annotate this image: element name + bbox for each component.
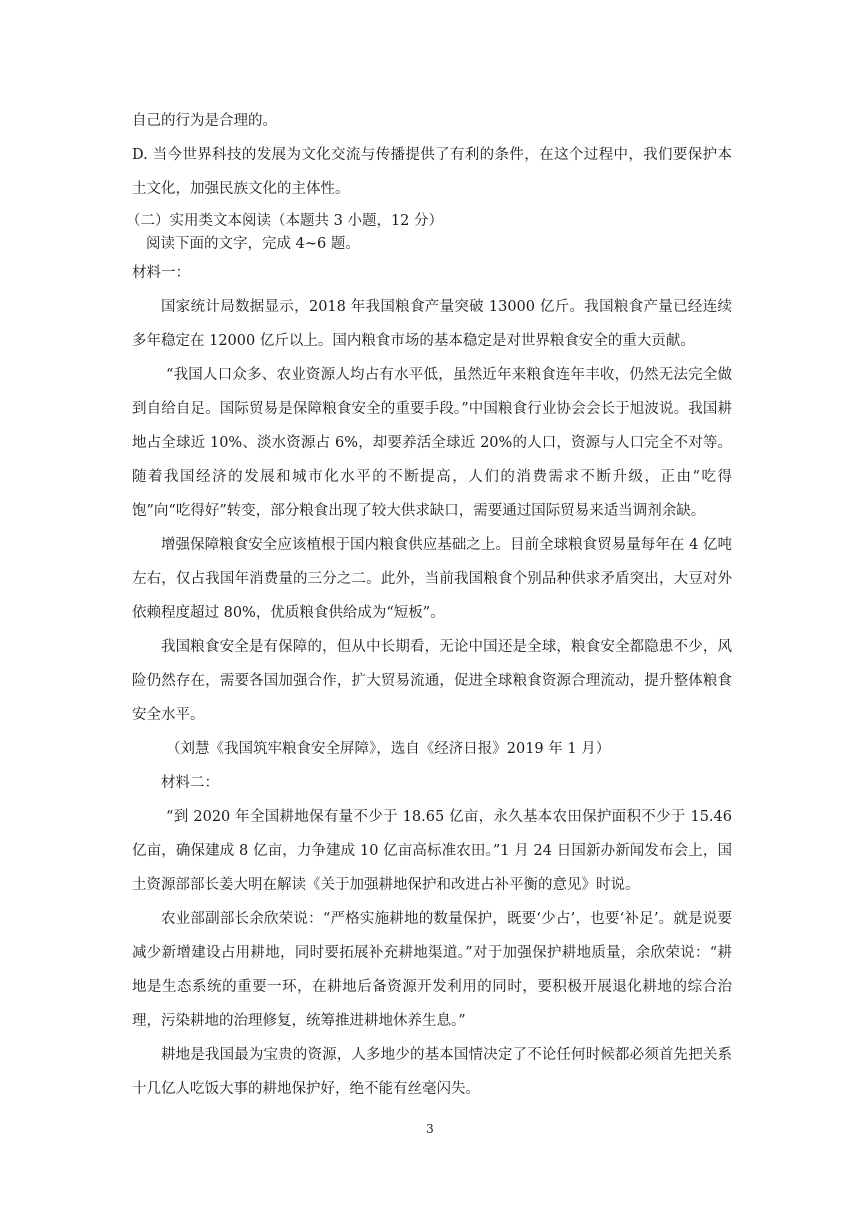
section-heading: （二）实用类文本阅读（本题共 3 小题，12 分）: [126, 213, 444, 229]
page-number: 3: [426, 1122, 434, 1136]
option-d-paragraph: D. 当今世界科技的发展为文化交流与传播提供了有利的条件，在这个过程中，我们要保护本土文化，加强民族文化的主体性。: [132, 147, 732, 197]
material-one-paragraph-4: 我国粮食安全是有保障的，但从中长期看，无论中国还是全球，粮食安全都隐患不少，风险仍然存在，需要各国加强合作，扩大贸易流通，促进全球粮食资源合理流动，提升整体粮食安全水平。: [132, 639, 732, 723]
paragraph-continuation: 自己的行为是合理的。: [132, 113, 277, 129]
material-two-paragraph-3: 耕地是我国最为宝贵的资源，人多地少的基本国情决定了不论任何时候都必须首先把关系十几亿人吃饭大事的耕地保护好，绝不能有丝毫闪失。: [132, 1047, 732, 1097]
material-one-paragraph-3: 增强保障粮食安全应该植根于国内粮食供应基础之上。目前全球粮食贸易量每年在 4 亿吨左右，仅占我国年消费量的三分之二。此外，当前我国粮食个别品种供求矛盾突出，大豆对外依赖程度超过 80%，优质粮食供给成为“短板”。: [132, 537, 732, 621]
material-one-label: 材料一：: [132, 265, 190, 281]
material-one-source: （刘慧《我国筑牢粮食安全屏障》，选自《经济日报》2019 年 1 月）: [166, 741, 611, 757]
material-two-paragraph-2: 农业部副部长余欣荣说：“严格实施耕地的数量保护，既要‘少占’，也要‘补足’。就是说要减少新增建设占用耕地，同时要拓展补充耕地渠道。”对于加强保护耕地质量，余欣荣说：“耕地是生态系统的重要一环，在耕地后备资源开发利用的同时，要积极开展退化耕地的综合治理，污染耕地的治理修复，统筹推进耕地休养生息。”: [132, 911, 732, 1029]
material-one-paragraph-2: “我国人口众多、农业资源人均占有水平低，虽然近年来粮食连年丰收，仍然无法完全做到自给自足。国际贸易是保障粮食安全的重要手段。”中国粮食行业协会会长于旭波说。我国耕地占全球近 10%、淡水资源占 6%，却要养活全球近 20%的人口，资源与人口完全不对等。随着我国经济的发展和城市化水平的不断提高，人们的消费需求不断升级，正由“吃得饱”向“吃得好”转变，部分粮食出现了较大供求缺口，需要通过国际贸易来适当调剂余缺。: [132, 367, 732, 519]
section-instruction: 阅读下面的文字，完成 4~6 题。: [146, 236, 360, 252]
material-two-label: 材料二：: [161, 775, 219, 791]
material-two-paragraph-1: “到 2020 年全国耕地保有量不少于 18.65 亿亩，永久基本农田保护面积不少于 15.46 亿亩，确保建成 8 亿亩，力争建成 10 亿亩高标准农田。”1 月 24 日国新办新闻发布会上，国土资源部部长姜大明在解读《关于加强耕地保护和改进占补平衡的意见》时说。: [132, 809, 732, 893]
material-one-paragraph-1: 国家统计局数据显示，2018 年我国粮食产量突破 13000 亿斤。我国粮食产量已经连续多年稳定在 12000 亿斤以上。国内粮食市场的基本稳定是对世界粮食安全的重大贡献。: [132, 299, 732, 349]
document-body: [126, 104, 732, 1106]
